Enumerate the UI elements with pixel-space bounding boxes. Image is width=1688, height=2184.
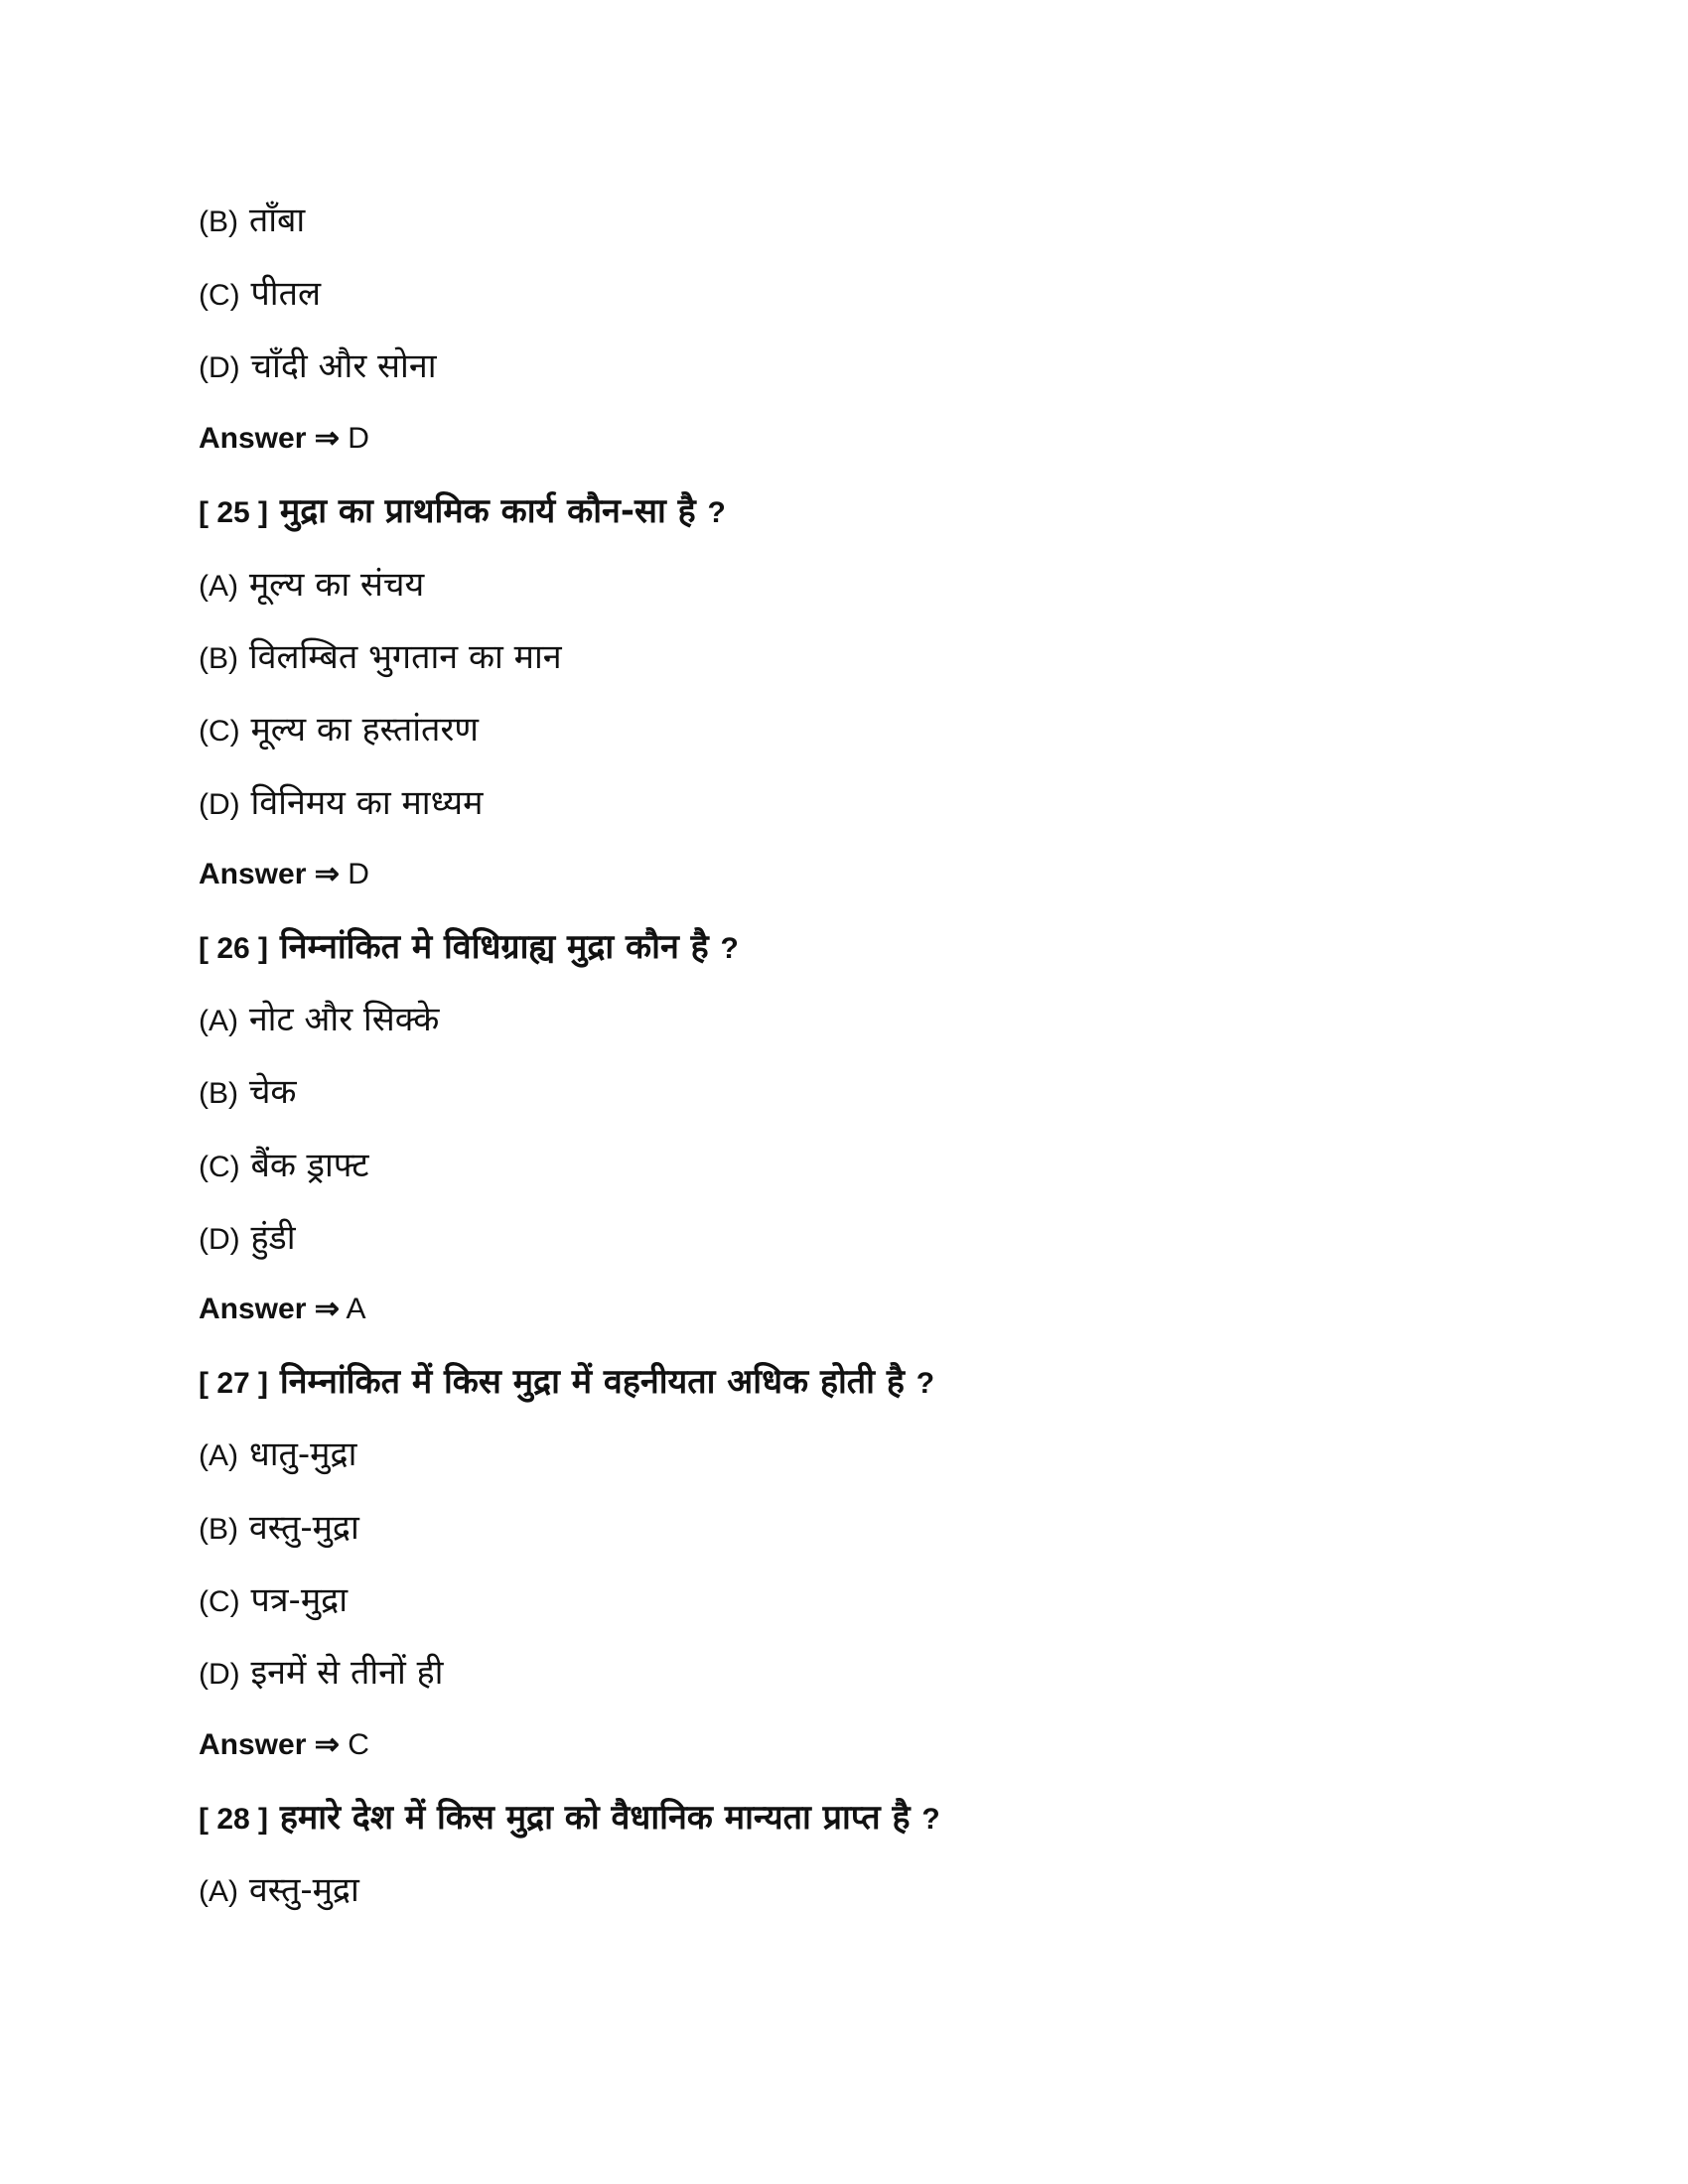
option-prefix: (A) [199, 1875, 238, 1908]
option-d [199, 1645, 444, 1701]
option-prefix: (D) [199, 1658, 240, 1691]
option-text: विलम्बित भुगतान का मान [248, 637, 562, 677]
question-number: [ 27 ] [199, 1367, 269, 1400]
question-mark: ? [915, 1367, 935, 1400]
option-prefix: (A) [199, 1439, 238, 1472]
option-text: वस्तु-मुद्रा [248, 1870, 359, 1910]
answer-value: A [346, 1293, 366, 1325]
option-prefix: (B) [199, 1077, 238, 1110]
option-text: हुंडी [250, 1218, 296, 1258]
answer-label: Answer ⇒ [199, 1728, 340, 1761]
answer-label: Answer ⇒ [199, 1293, 340, 1325]
option-text: मूल्य का हस्तांतरण [250, 710, 479, 750]
option-text: पीतल [250, 274, 322, 314]
option-prefix: (D) [199, 351, 240, 384]
option-text: धातु-मुद्रा [248, 1434, 357, 1474]
question-text: मुद्रा का प्राथमिक कार्य कौन-सा है [279, 491, 696, 531]
question-number: [ 28 ] [199, 1803, 269, 1836]
option-prefix: (C) [199, 1585, 240, 1618]
option-a [199, 992, 439, 1047]
question-mark: ? [720, 932, 739, 965]
option-text: पत्र-मुद्रा [250, 1580, 349, 1620]
question-text: निम्नांकित में किस मुद्रा में वहनीयता अधिक होती है [279, 1362, 905, 1402]
answer-label: Answer ⇒ [199, 858, 340, 890]
option-d [199, 1210, 296, 1266]
option-prefix: (B) [199, 1513, 238, 1546]
answer-line [199, 411, 369, 467]
option-c [199, 702, 479, 757]
question-text: हमारे देश में किस मुद्रा को वैधानिक मान्यता प्राप्त है [279, 1798, 911, 1838]
question-number: [ 26 ] [199, 932, 269, 965]
answer-label: Answer ⇒ [199, 422, 340, 455]
question-heading [199, 1354, 934, 1410]
question-mark: ? [707, 496, 726, 529]
option-prefix: (D) [199, 788, 240, 821]
option-b [199, 193, 305, 248]
option-a [199, 1862, 359, 1918]
answer-value: C [348, 1728, 369, 1761]
question-heading [199, 919, 739, 975]
option-prefix: (C) [199, 715, 240, 748]
option-prefix: (A) [199, 1005, 238, 1037]
option-prefix: (A) [199, 570, 238, 603]
option-a [199, 557, 424, 613]
option-c [199, 1138, 369, 1193]
option-prefix: (B) [199, 642, 238, 675]
answer-line [199, 1282, 366, 1337]
option-d [199, 339, 437, 394]
option-c [199, 1572, 348, 1628]
option-prefix: (B) [199, 205, 238, 238]
option-text: बैंक ड्राफ्ट [250, 1146, 369, 1185]
option-b [199, 1064, 297, 1120]
option-prefix: (C) [199, 279, 240, 312]
answer-line [199, 847, 369, 902]
option-text: चाँदी और सोना [250, 346, 437, 386]
option-prefix: (D) [199, 1223, 240, 1256]
option-text: मूल्य का संचय [248, 565, 425, 605]
option-text: विनिमय का माध्यम [250, 783, 484, 823]
question-text: निम्नांकित मे विधिग्राह्य मुद्रा कौन है [279, 927, 709, 967]
question-number: [ 25 ] [199, 496, 269, 529]
question-heading [199, 483, 726, 539]
answer-value: D [348, 422, 369, 455]
question-mark: ? [921, 1803, 940, 1836]
option-b [199, 629, 562, 685]
option-text: वस्तु-मुद्रा [248, 1508, 359, 1548]
answer-value: D [348, 858, 369, 890]
question-heading [199, 1790, 940, 1845]
option-text: ताँबा [248, 201, 306, 240]
option-text: इनमें से तीनों ही [250, 1653, 444, 1693]
option-b [199, 1500, 359, 1556]
option-d [199, 775, 483, 831]
answer-line [199, 1717, 369, 1773]
option-text: चेक [248, 1072, 297, 1112]
option-text: नोट और सिक्के [248, 1000, 440, 1039]
option-prefix: (C) [199, 1151, 240, 1183]
option-a [199, 1427, 356, 1482]
option-c [199, 266, 321, 322]
